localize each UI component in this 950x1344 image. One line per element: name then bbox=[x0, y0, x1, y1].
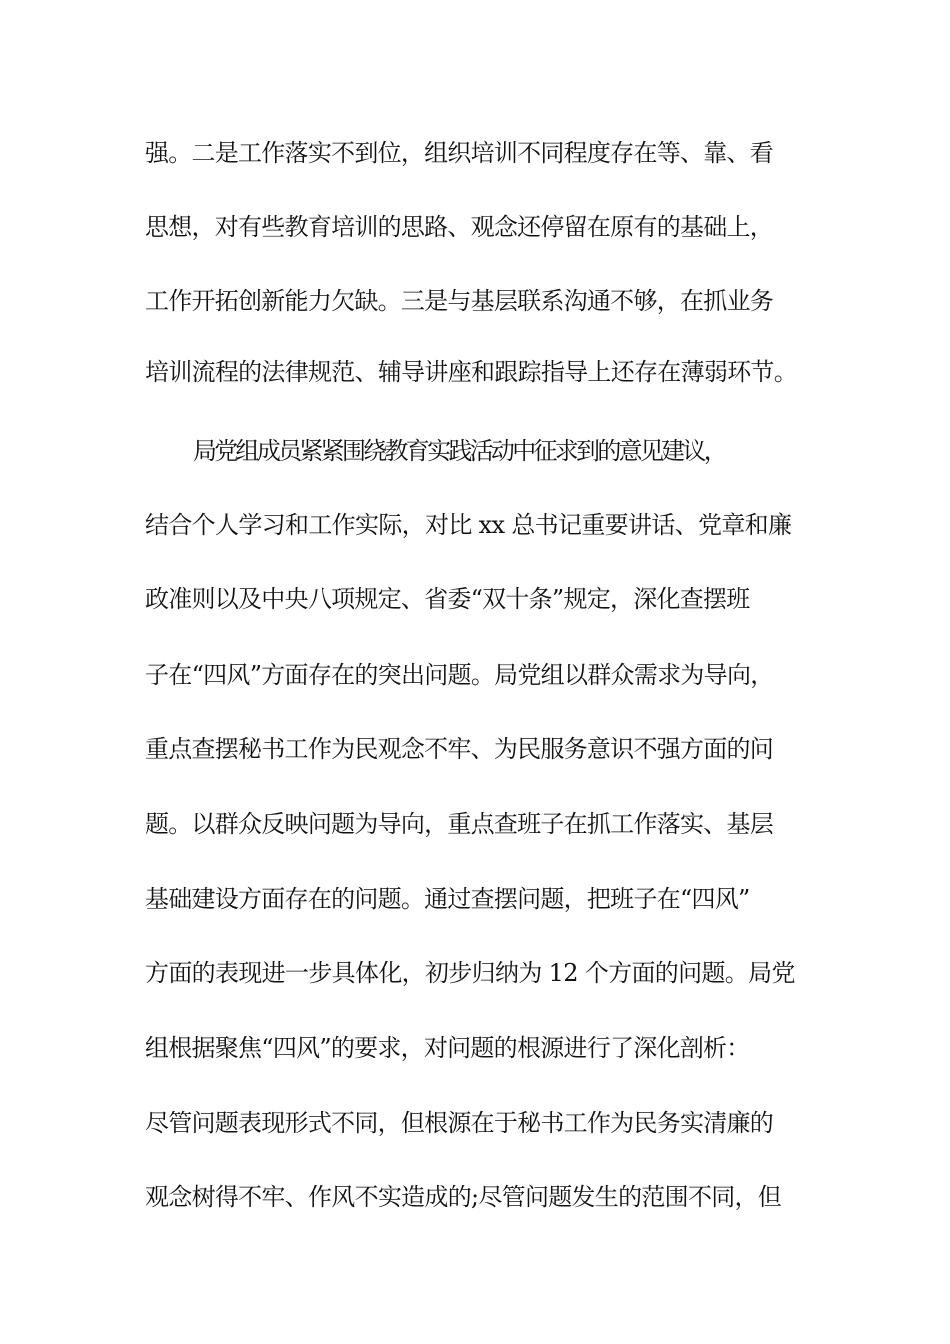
text-line: 思想，对有些教育培训的思路、观念还停留在原有的基础上， bbox=[145, 213, 773, 241]
text-line: 工作开拓创新能力欠缺。三是与基层联系沟通不够，在抓业务 bbox=[145, 287, 773, 315]
text-line: 组根据聚焦“四风”的要求，对问题的根源进行了深化剖析： bbox=[145, 1034, 750, 1062]
text-line: 培训流程的法律规范、辅导讲座和跟踪指导上还存在薄弱环节。 bbox=[145, 358, 797, 386]
text-line: 子在“四风”方面存在的突出问题。局党组以群众需求为导向， bbox=[145, 661, 774, 689]
text-line: 方面的表现进一步具体化，初步归纳为 12 个方面的问题。局党 bbox=[145, 959, 795, 987]
text-line: 题。以群众反映问题为导向，重点查班子在抓工作落实、基层 bbox=[145, 810, 773, 838]
text-line: 重点查摆秘书工作为民观念不牢、为民服务意识不强方面的问 bbox=[145, 735, 773, 763]
text-line: 强。二是工作落实不到位，组织培训不同程度存在等、靠、看 bbox=[145, 139, 773, 167]
text-line: 尽管问题表现形式不同，但根源在于秘书工作为民务实清廉的 bbox=[145, 1109, 773, 1137]
text-line: 观念树得不牢、作风不实造成的;尽管问题发生的范围不同，但 bbox=[145, 1183, 782, 1211]
text-line: 结合个人学习和工作实际，对比 xx 总书记重要讲话、党章和廉 bbox=[145, 511, 792, 539]
paragraph-first-line: 局党组成员紧紧围绕教育实践活动中征求到的意见建议， bbox=[193, 437, 725, 465]
text-line: 基础建设方面存在的问题。通过查摆问题，把班子在“四风” bbox=[145, 885, 750, 913]
text-line: 政准则以及中央八项规定、省委“双十条”规定，深化查摆班 bbox=[145, 585, 750, 613]
